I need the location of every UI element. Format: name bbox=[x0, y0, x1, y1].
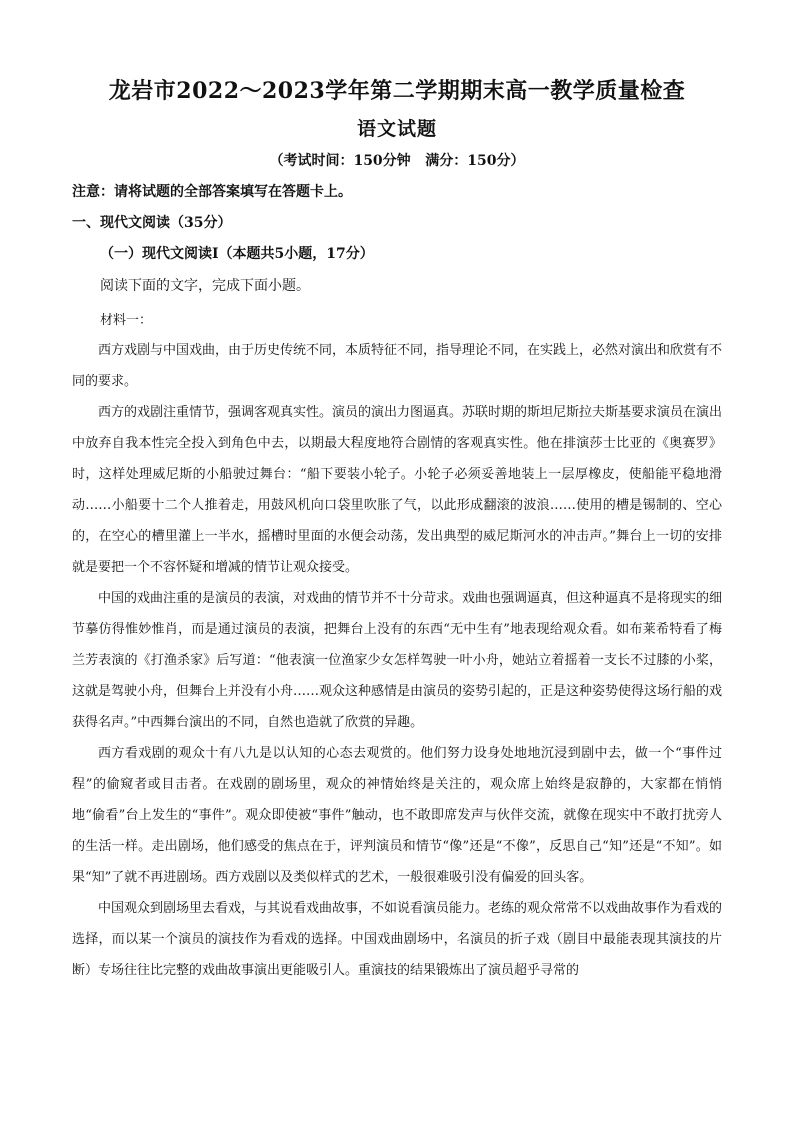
exam-subtitle: 语文试题 bbox=[356, 118, 437, 140]
material-body bbox=[72, 335, 722, 986]
paragraph: 西方的戏剧注重情节，强调客观真实性。演员的演出力图逼真。苏联时期的斯坦尼斯拉夫斯基要求演员在演出中放弃自我本性完全投入到角色中去，以期最大程度地符合剧情的客观真实性。他在排演莎士比亚的《奥赛罗》时，这样处理威尼斯的小船驶过舞台：“船下要装小轮子。小轮子必须妥善地装上一层厚橡皮，使船能平稳地滑动……小船要十二个人推着走，用鼓风机向口袋里吹胀了气，以此形成翻滚的波浪……使用的槽是锡制的、空心的，在空心的槽里灌上一半水，摇槽时里面的水便会动荡，发出典型的威尼斯河水的冲击声。”舞台上一切的安排就是要把一个不容怀疑和增减的情节让观众接受。 bbox=[72, 405, 723, 575]
subsection-heading: （一）现代文阅读Ⅰ（本题共5小题，17分） bbox=[100, 246, 374, 262]
material-label: 材料一： bbox=[100, 313, 153, 328]
reading-instruction: 阅读下面的文字，完成下面小题。 bbox=[100, 278, 310, 294]
paragraph: 中国的戏曲注重的是演员的表演，对戏曲的情节并不十分苛求。戏曲也强调逼真，但这种逼真不是将现实的细节摹仿得惟妙惟肖，而是通过演员的表演，把舞台上没有的东西“无中生有”地表现给观众看。如布莱希特看了梅兰芳表演的《打渔杀家》后写道：“他表演一位渔家少女怎样驾驶一叶小舟，她站立着摇着一支长不过膝的小桨，这就是驾驶小舟，但舞台上并没有小舟……观众这种感情是由演员的姿势引起的，正是这种姿势使得这场行船的戏获得名声。”中西舞台演出的不同，自然也造就了欣赏的异趣。 bbox=[72, 591, 723, 730]
paragraph: 中国观众到剧场里去看戏，与其说看戏曲故事，不如说看演员能力。老练的观众常常不以戏曲故事作为看戏的选择，而以某一个演员的演技作为看戏的选择。中国戏曲剧场中，名演员的折子戏（剧目中最能表现其演技的片断）专场往往比完整的戏曲故事演出更能吸引人。重演技的结果锻炼出了演员超乎寻常的 bbox=[72, 901, 723, 978]
exam-info: （考试时间：150分钟 满分：150分） bbox=[269, 153, 525, 169]
paragraph: 西方看戏剧的观众十有八九是以认知的心态去观赏的。他们努力设身处地地沉浸到剧中去，做一个“事件过程”的偷窥者或目击者。在戏剧的剧场里，观众的神情始终是关注的，观众席上始终是寂静的，大家都在悄悄地“偷看”台上发生的“事件”。观众即使被“事件”触动，也不敢即席发声与伙伴交流，就像在现实中不敢打扰旁人的生活一样。走出剧场，他们感受的焦点在于，评判演员和情节“像”还是“不像”，反思自己“知”还是“不知”。如果“知”了就不再进剧场。西方戏剧以及类似样式的艺术，一般很难吸引没有偏爱的回头客。 bbox=[72, 746, 722, 885]
exam-title: 龙岩市2022～2023学年第二学期期末高一教学质量检查 bbox=[108, 78, 686, 104]
notice-text: 注意：请将试题的全部答案填写在答题卡上。 bbox=[72, 184, 352, 200]
section-heading: 一、现代文阅读（35分） bbox=[72, 215, 232, 231]
paragraph: 西方戏剧与中国戏曲，由于历史传统不同，本质特征不同，指导理论不同，在实践上，必然对演出和欣赏有不同的要求。 bbox=[72, 343, 723, 389]
